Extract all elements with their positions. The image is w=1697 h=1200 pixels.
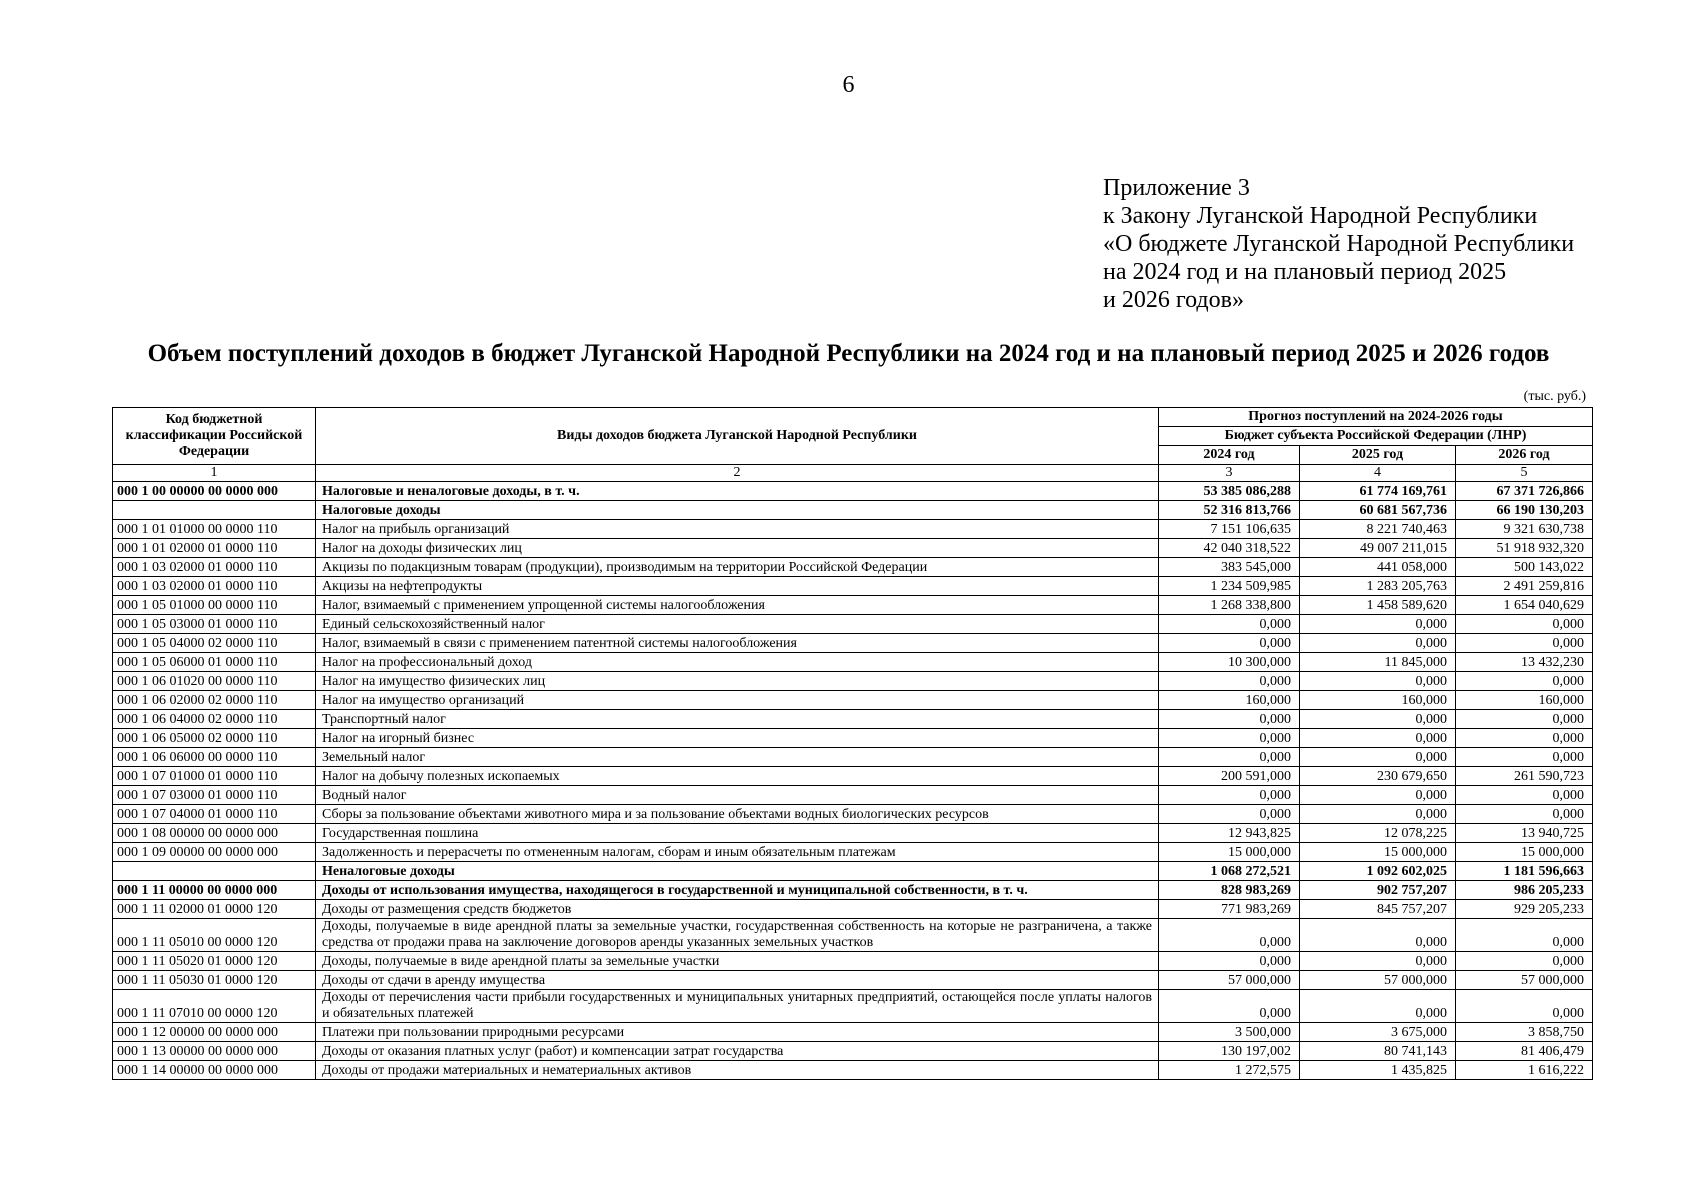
row-code: 000 1 11 05020 01 0000 120 [113,952,316,971]
table-row [113,501,1593,520]
row-value-2024: 0,000 [1159,672,1300,691]
table-row [113,539,1593,558]
column-number: 1 [113,465,316,482]
units-label: (тыс. руб.) [1523,389,1586,404]
row-value-2025: 3 675,000 [1300,1023,1456,1042]
table-row [113,824,1593,843]
row-name: Налог на имущество организаций [316,691,1159,710]
table-row [113,919,1593,952]
row-code: 000 1 07 03000 01 0000 110 [113,786,316,805]
table-row [113,482,1593,501]
row-code: 000 1 03 02000 01 0000 110 [113,577,316,596]
table-row [113,691,1593,710]
row-name: Доходы, получаемые в виде арендной платы за земельные участки [316,952,1159,971]
row-value-2025: 0,000 [1300,729,1456,748]
row-name: Транспортный налог [316,710,1159,729]
row-value-2024: 828 983,269 [1159,881,1300,900]
row-value-2026: 261 590,723 [1456,767,1593,786]
header-forecast: Прогноз поступлений на 2024-2026 годы [1159,408,1593,427]
row-name: Задолженность и перерасчеты по отмененным налогам, сборам и иным обязательным платежам [316,843,1159,862]
row-value-2024: 130 197,002 [1159,1042,1300,1061]
row-code: 000 1 11 02000 01 0000 120 [113,900,316,919]
row-code: 000 1 03 02000 01 0000 110 [113,558,316,577]
row-name: Государственная пошлина [316,824,1159,843]
row-value-2025: 0,000 [1300,615,1456,634]
row-value-2025: 1 435,825 [1300,1061,1456,1080]
row-value-2026: 0,000 [1456,919,1593,952]
row-value-2026: 13 432,230 [1456,653,1593,672]
row-value-2024: 12 943,825 [1159,824,1300,843]
document-title: Объем поступлений доходов в бюджет Луганской Народной Республики на 2024 год и на плановый период 2025 и 2026 годов [147,340,1550,367]
row-name: Налог на добычу полезных ископаемых [316,767,1159,786]
table-row [113,615,1593,634]
row-name: Налог, взимаемый с применением упрощенной системы налогообложения [316,596,1159,615]
row-value-2024: 0,000 [1159,634,1300,653]
row-value-2025: 57 000,000 [1300,971,1456,990]
row-value-2024: 0,000 [1159,952,1300,971]
row-value-2024: 160,000 [1159,691,1300,710]
row-value-2024: 383 545,000 [1159,558,1300,577]
row-value-2026: 0,000 [1456,710,1593,729]
appendix-line: «О бюджете Луганской Народной Республики [1103,231,1575,257]
row-value-2026: 500 143,022 [1456,558,1593,577]
row-code: 000 1 09 00000 00 0000 000 [113,843,316,862]
row-name: Земельный налог [316,748,1159,767]
row-value-2026: 3 858,750 [1456,1023,1593,1042]
row-value-2025: 230 679,650 [1300,767,1456,786]
table-row [113,634,1593,653]
table-row [113,653,1593,672]
table-row [113,971,1593,990]
row-value-2024: 42 040 318,522 [1159,539,1300,558]
row-value-2026: 0,000 [1456,990,1593,1023]
row-value-2024: 10 300,000 [1159,653,1300,672]
row-code: 000 1 01 02000 01 0000 110 [113,539,316,558]
row-value-2026: 0,000 [1456,805,1593,824]
row-value-2025: 0,000 [1300,748,1456,767]
row-name: Доходы от использования имущества, находящегося в государственной и муниципальной собственности, в т. ч. [316,881,1159,900]
table-row [113,710,1593,729]
row-value-2026: 13 940,725 [1456,824,1593,843]
row-value-2025: 441 058,000 [1300,558,1456,577]
row-name: Налоговые доходы [316,501,1159,520]
table-row [113,748,1593,767]
row-value-2026: 51 918 932,320 [1456,539,1593,558]
row-code: 000 1 01 01000 00 0000 110 [113,520,316,539]
row-name: Доходы, получаемые в виде арендной платы за земельные участки, государственная собственность на которые не разграничена, а также средства от продажи права на заключение договоров аренды указанных земельных участков [316,919,1159,952]
row-value-2026: 67 371 726,866 [1456,482,1593,501]
row-name: Доходы от продажи материальных и нематериальных активов [316,1061,1159,1080]
row-value-2024: 1 234 509,985 [1159,577,1300,596]
row-code: 000 1 11 05010 00 0000 120 [113,919,316,952]
row-code: 000 1 06 05000 02 0000 110 [113,729,316,748]
row-code: 000 1 13 00000 00 0000 000 [113,1042,316,1061]
appendix-line: и 2026 годов» [1103,287,1244,313]
row-value-2024: 0,000 [1159,710,1300,729]
row-name: Платежи при пользовании природными ресурсами [316,1023,1159,1042]
header-name: Виды доходов бюджета Луганской Народной Республики [316,408,1159,465]
table-body [113,482,1593,1080]
row-value-2025: 1 283 205,763 [1300,577,1456,596]
row-code: 000 1 06 01020 00 0000 110 [113,672,316,691]
row-value-2025: 0,000 [1300,672,1456,691]
row-value-2026: 0,000 [1456,615,1593,634]
row-name: Единый сельскохозяйственный налог [316,615,1159,634]
table-row [113,520,1593,539]
row-value-2026: 0,000 [1456,672,1593,691]
table-row [113,672,1593,691]
row-value-2024: 0,000 [1159,729,1300,748]
row-value-2024: 1 272,575 [1159,1061,1300,1080]
table-row [113,862,1593,881]
row-name: Неналоговые доходы [316,862,1159,881]
row-value-2025: 12 078,225 [1300,824,1456,843]
row-value-2025: 0,000 [1300,786,1456,805]
header-code: Код бюджетной классификации Российской Федерации [113,408,316,465]
table-row [113,952,1593,971]
appendix-line: к Закону Луганской Народной Республики [1103,203,1538,229]
table-row [113,1042,1593,1061]
column-number: 3 [1159,465,1300,482]
table-row [113,805,1593,824]
row-value-2024: 53 385 086,288 [1159,482,1300,501]
row-value-2024: 1 068 272,521 [1159,862,1300,881]
row-value-2026: 9 321 630,738 [1456,520,1593,539]
row-value-2025: 80 741,143 [1300,1042,1456,1061]
table-row [113,596,1593,615]
row-code: 000 1 00 00000 00 0000 000 [113,482,316,501]
header-year-2026: 2026 год [1456,446,1593,465]
row-name: Налог, взимаемый в связи с применением патентной системы налогообложения [316,634,1159,653]
row-code: 000 1 11 07010 00 0000 120 [113,990,316,1023]
row-code: 000 1 05 04000 02 0000 110 [113,634,316,653]
row-code: 000 1 14 00000 00 0000 000 [113,1061,316,1080]
row-name: Акцизы на нефтепродукты [316,577,1159,596]
row-value-2025: 15 000,000 [1300,843,1456,862]
row-value-2025: 902 757,207 [1300,881,1456,900]
row-value-2026: 15 000,000 [1456,843,1593,862]
row-name: Сборы за пользование объектами животного мира и за пользование объектами водных биологических ресурсов [316,805,1159,824]
row-name: Налог на игорный бизнес [316,729,1159,748]
table-row [113,767,1593,786]
table-row [113,577,1593,596]
row-value-2026: 0,000 [1456,729,1593,748]
row-value-2025: 8 221 740,463 [1300,520,1456,539]
page-number: 6 [842,72,855,98]
row-value-2026: 2 491 259,816 [1456,577,1593,596]
row-code: 000 1 11 05030 01 0000 120 [113,971,316,990]
row-value-2024: 0,000 [1159,805,1300,824]
appendix-line: на 2024 год и на плановый период 2025 [1103,259,1507,285]
row-name: Налоговые и неналоговые доходы, в т. ч. [316,482,1159,501]
row-value-2024: 0,000 [1159,786,1300,805]
row-name: Акцизы по подакцизным товарам (продукции), производимым на территории Российской Федерации [316,558,1159,577]
row-value-2025: 49 007 211,015 [1300,539,1456,558]
row-value-2024: 0,000 [1159,990,1300,1023]
table-row [113,786,1593,805]
row-value-2025: 0,000 [1300,990,1456,1023]
row-value-2025: 1 458 589,620 [1300,596,1456,615]
row-value-2025: 1 092 602,025 [1300,862,1456,881]
row-code: 000 1 05 01000 00 0000 110 [113,596,316,615]
row-value-2024: 0,000 [1159,615,1300,634]
row-value-2026: 986 205,233 [1456,881,1593,900]
row-value-2025: 0,000 [1300,919,1456,952]
row-code: 000 1 07 04000 01 0000 110 [113,805,316,824]
row-value-2025: 60 681 567,736 [1300,501,1456,520]
table-row [113,558,1593,577]
row-value-2024: 0,000 [1159,748,1300,767]
row-value-2024: 7 151 106,635 [1159,520,1300,539]
row-value-2026: 1 616,222 [1456,1061,1593,1080]
table-row [113,1061,1593,1080]
row-name: Доходы от размещения средств бюджетов [316,900,1159,919]
table-row [113,990,1593,1023]
table-row [113,1023,1593,1042]
column-number: 2 [316,465,1159,482]
row-value-2026: 929 205,233 [1456,900,1593,919]
header-budget: Бюджет субъекта Российской Федерации (ЛНР) [1159,427,1593,446]
row-name: Доходы от перечисления части прибыли государственных и муниципальных унитарных предприятий, остающейся после уплаты налогов и обязательных платежей [316,990,1159,1023]
row-value-2025: 845 757,207 [1300,900,1456,919]
row-value-2024: 771 983,269 [1159,900,1300,919]
row-value-2026: 57 000,000 [1456,971,1593,990]
row-value-2024: 15 000,000 [1159,843,1300,862]
appendix-line: Приложение 3 [1103,175,1250,201]
row-code [113,501,316,520]
header-year-2025: 2025 год [1300,446,1456,465]
row-value-2025: 160,000 [1300,691,1456,710]
appendix-note [1103,174,1574,314]
row-value-2024: 0,000 [1159,919,1300,952]
row-code: 000 1 07 01000 01 0000 110 [113,767,316,786]
row-code: 000 1 11 00000 00 0000 000 [113,881,316,900]
column-number: 5 [1456,465,1593,482]
row-code: 000 1 08 00000 00 0000 000 [113,824,316,843]
table-row [113,881,1593,900]
row-value-2026: 0,000 [1456,634,1593,653]
row-name: Доходы от оказания платных услуг (работ) и компенсации затрат государства [316,1042,1159,1061]
row-value-2025: 11 845,000 [1300,653,1456,672]
row-value-2024: 3 500,000 [1159,1023,1300,1042]
row-name: Налог на доходы физических лиц [316,539,1159,558]
row-value-2026: 1 654 040,629 [1456,596,1593,615]
row-value-2026: 160,000 [1456,691,1593,710]
row-name: Налог на профессиональный доход [316,653,1159,672]
row-code: 000 1 05 06000 01 0000 110 [113,653,316,672]
row-value-2024: 1 268 338,800 [1159,596,1300,615]
row-name: Налог на прибыль организаций [316,520,1159,539]
row-name: Налог на имущество физических лиц [316,672,1159,691]
row-value-2025: 0,000 [1300,805,1456,824]
row-code [113,862,316,881]
row-value-2026: 0,000 [1456,952,1593,971]
row-value-2024: 57 000,000 [1159,971,1300,990]
row-code: 000 1 06 06000 00 0000 110 [113,748,316,767]
row-name: Водный налог [316,786,1159,805]
table-row [113,729,1593,748]
row-value-2025: 61 774 169,761 [1300,482,1456,501]
row-value-2025: 0,000 [1300,634,1456,653]
column-number: 4 [1300,465,1456,482]
row-value-2024: 52 316 813,766 [1159,501,1300,520]
row-value-2025: 0,000 [1300,952,1456,971]
table-row [113,900,1593,919]
row-value-2026: 81 406,479 [1456,1042,1593,1061]
row-value-2026: 66 190 130,203 [1456,501,1593,520]
header-year-2024: 2024 год [1159,446,1300,465]
row-code: 000 1 06 04000 02 0000 110 [113,710,316,729]
row-code: 000 1 12 00000 00 0000 000 [113,1023,316,1042]
row-value-2026: 0,000 [1456,786,1593,805]
row-code: 000 1 06 02000 02 0000 110 [113,691,316,710]
row-name: Доходы от сдачи в аренду имущества [316,971,1159,990]
row-value-2026: 1 181 596,663 [1456,862,1593,881]
revenue-table [112,407,1593,1080]
row-code: 000 1 05 03000 01 0000 110 [113,615,316,634]
row-value-2026: 0,000 [1456,748,1593,767]
row-value-2024: 200 591,000 [1159,767,1300,786]
row-value-2025: 0,000 [1300,710,1456,729]
table-row [113,843,1593,862]
